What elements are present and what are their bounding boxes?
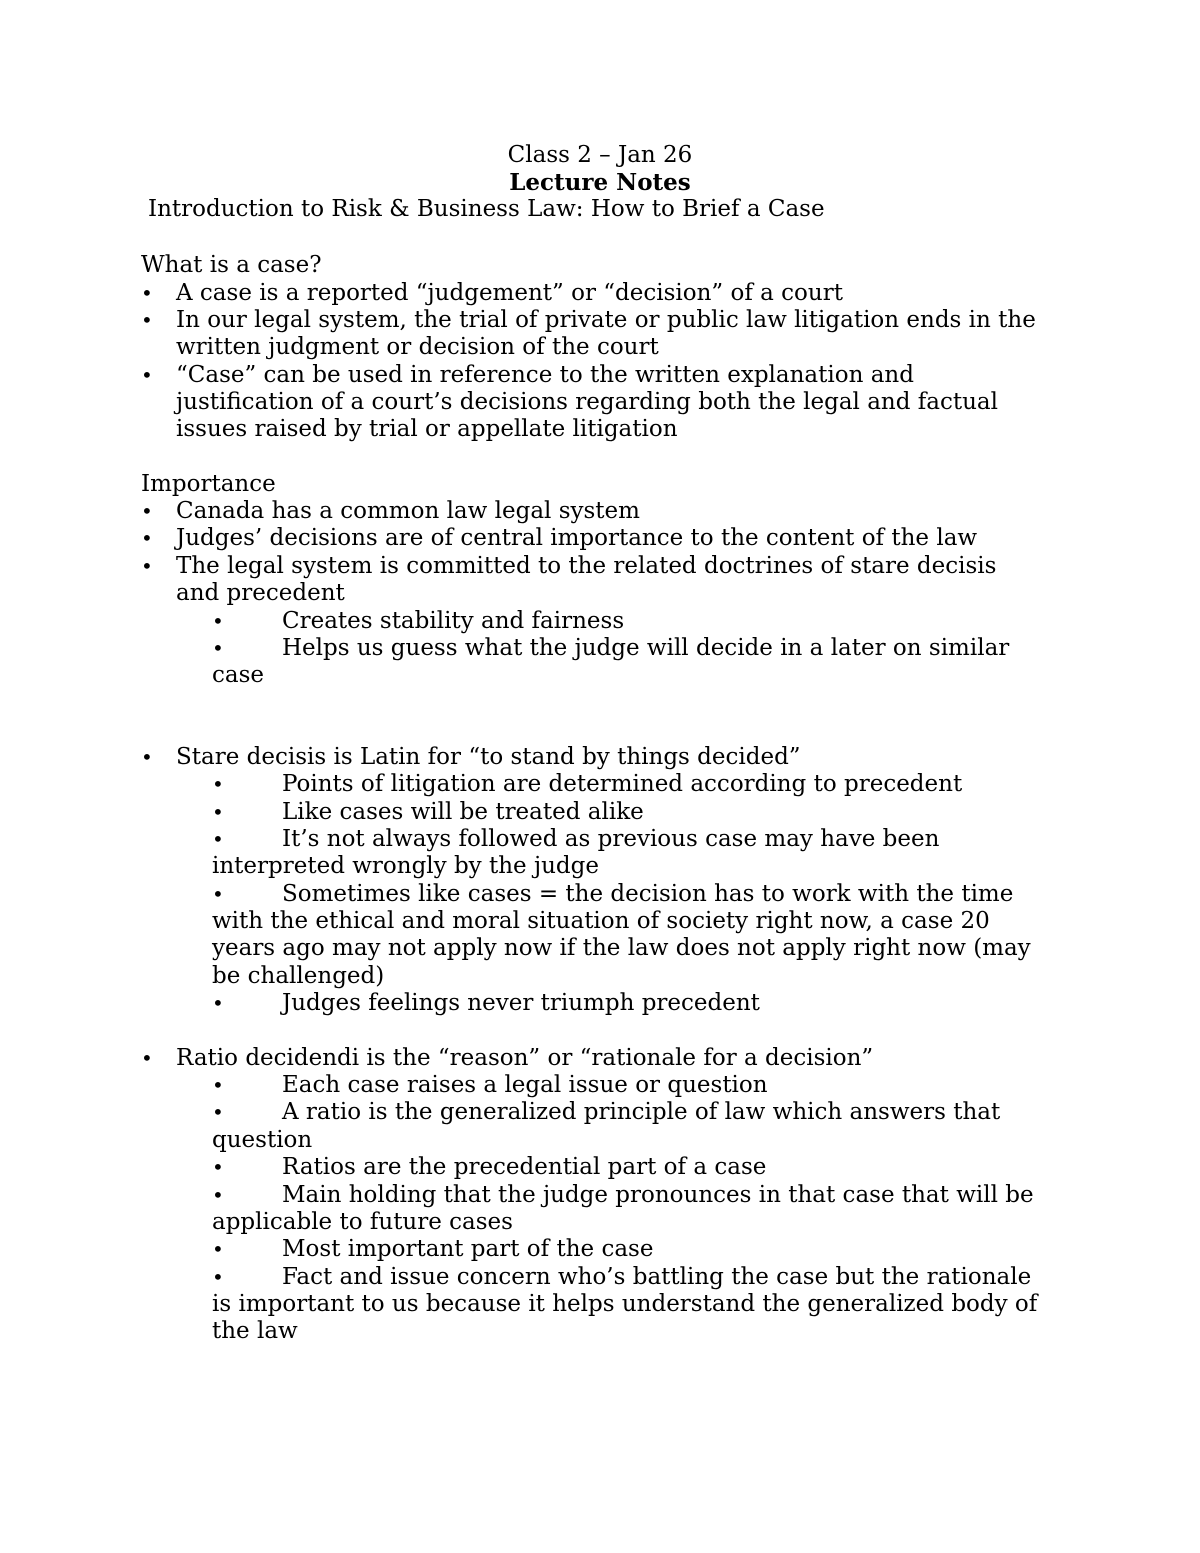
list-item: “Case” can be used in reference to the written explanation and <box>176 362 914 388</box>
bullet-icon: • <box>141 554 153 578</box>
bullet-icon: • <box>212 1100 224 1124</box>
bullet-icon: • <box>141 526 153 550</box>
sub-list-item: Main holding that the judge pronounces in that case that will be <box>282 1182 1034 1208</box>
bullet-icon: • <box>212 827 224 851</box>
sub-list-item-continuation: interpreted wrongly by the judge <box>212 853 599 879</box>
list-item: The legal system is committed to the related doctrines of stare decisis <box>176 553 997 579</box>
page-title: Lecture Notes <box>509 169 691 196</box>
sub-list-item-continuation: case <box>212 662 265 688</box>
sub-list-item-continuation: with the ethical and moral situation of society right now, a case 20 <box>212 908 990 934</box>
list-item: A case is a reported “judgement” or “decision” of a court <box>176 280 843 306</box>
bullet-icon: • <box>141 1046 153 1070</box>
bullet-icon: • <box>212 800 224 824</box>
sub-list-item: It’s not always followed as previous case may have been <box>282 826 940 852</box>
list-item-continuation: and precedent <box>176 580 345 606</box>
sub-list-item-continuation: is important to us because it helps understand the generalized body of <box>212 1291 1038 1317</box>
bullet-icon: • <box>212 1183 224 1207</box>
sub-list-item: Judges feelings never triumph precedent <box>282 990 760 1016</box>
bullet-icon: • <box>212 882 224 906</box>
list-item: In our legal system, the trial of private or public law litigation ends in the <box>176 307 1036 333</box>
bullet-icon: • <box>141 745 153 769</box>
list-item: Judges’ decisions are of central importance to the content of the law <box>176 525 978 551</box>
sub-list-item: Most important part of the case <box>282 1236 654 1262</box>
page-subtitle: Introduction to Risk & Business Law: How to Brief a Case <box>148 196 825 222</box>
list-item-continuation: written judgment or decision of the court <box>176 334 659 360</box>
list-item-continuation: issues raised by trial or appellate litigation <box>176 416 678 442</box>
list-item: Stare decisis is Latin for “to stand by things decided” <box>176 744 801 770</box>
sub-list-item: Ratios are the precedential part of a case <box>282 1154 767 1180</box>
class-date-line: Class 2 – Jan 26 <box>507 142 693 168</box>
bullet-icon: • <box>141 308 153 332</box>
list-item: Ratio decidendi is the “reason” or “rationale for a decision” <box>176 1045 874 1071</box>
bullet-icon: • <box>212 1155 224 1179</box>
sub-list-item: Like cases will be treated alike <box>282 799 644 825</box>
sub-list-item: Sometimes like cases = the decision has to work with the time <box>282 881 1014 907</box>
sub-list-item-continuation: years ago may not apply now if the law does not apply right now (may <box>212 935 1031 961</box>
sub-list-item-continuation: applicable to future cases <box>212 1209 513 1235</box>
bullet-icon: • <box>141 499 153 523</box>
bullet-icon: • <box>212 636 224 660</box>
sub-list-item: Creates stability and fairness <box>282 608 625 634</box>
bullet-icon: • <box>212 991 224 1015</box>
bullet-icon: • <box>212 1073 224 1097</box>
bullet-icon: • <box>141 281 153 305</box>
bullet-icon: • <box>212 772 224 796</box>
list-item: Canada has a common law legal system <box>176 498 640 524</box>
bullet-icon: • <box>212 1237 224 1261</box>
sub-list-item-continuation: be challenged) <box>212 963 385 989</box>
sub-list-item: Each case raises a legal issue or question <box>282 1072 768 1098</box>
sub-list-item: Fact and issue concern who’s battling the case but the rationale <box>282 1264 1032 1290</box>
list-item-continuation: justification of a court’s decisions regarding both the legal and factual <box>176 389 998 415</box>
sub-list-item: Points of litigation are determined according to precedent <box>282 771 963 797</box>
sub-list-item-continuation: the law <box>212 1318 298 1344</box>
bullet-icon: • <box>212 1265 224 1289</box>
section-heading-what-is-a-case: What is a case? <box>141 252 322 278</box>
bullet-icon: • <box>141 363 153 387</box>
sub-list-item: Helps us guess what the judge will decide in a later on similar <box>282 635 1010 661</box>
section-heading-importance: Importance <box>141 471 276 497</box>
bullet-icon: • <box>212 609 224 633</box>
sub-list-item: A ratio is the generalized principle of law which answers that <box>282 1099 1001 1125</box>
sub-list-item-continuation: question <box>212 1127 313 1153</box>
